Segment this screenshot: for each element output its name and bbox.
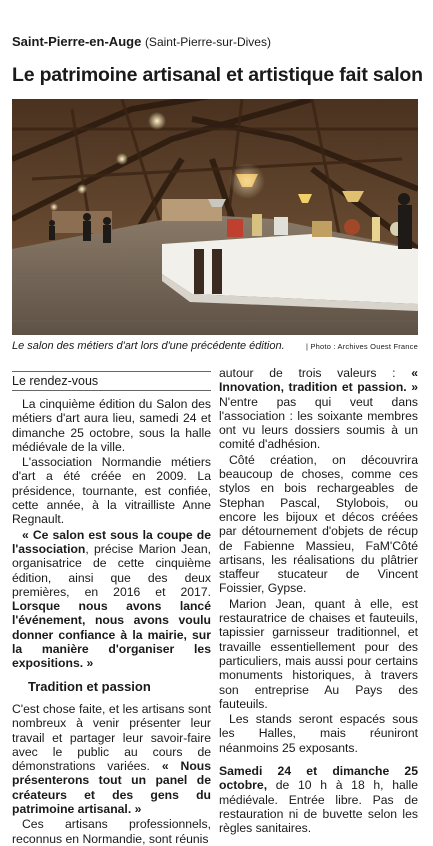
paragraph-normal: C'est chose faite, et les artisans sont nombreux à venir présenter leur travail et partager leur savoir-faire avec le public au cours de démonstrations variées.: [12, 701, 211, 774]
kicker: [12, 34, 271, 50]
photo-credit: | Photo : Archives Ouest France: [306, 342, 418, 351]
article-headline: Le patrimoine artisanal et artistique fait salon: [12, 64, 423, 86]
quote-bold: « Innovation, tradition et passion. »: [219, 366, 418, 395]
section-rubric: Le rendez-vous: [12, 371, 211, 391]
location-name: Saint-Pierre-en-Auge: [12, 34, 142, 49]
paragraph-normal: autour de trois valeurs :: [219, 366, 412, 380]
article-photo: [12, 99, 418, 335]
paragraph-quote: [12, 528, 211, 671]
paragraph-quote: [12, 702, 211, 816]
location-detail: (Saint-Pierre-sur-Dives): [144, 35, 271, 49]
quote-bold: « Ce salon est sous la coupe de l'association: [12, 527, 211, 556]
paragraph-normal: N'entre pas qui veut dans l'association : les soixante membres ont vu leurs dossiers soumis à un comité d'adhésion.: [219, 394, 418, 452]
paragraph: Ces artisans professionnels, reconnus en Normandie, sont réunis: [12, 817, 211, 846]
event-practical-info: [219, 764, 418, 835]
quote-bold: Lorsque nous avons lancé l'événement, nous avons voulu donner confiance à la mairie, sur la manière d'organiser les expositions. »: [12, 599, 211, 671]
article-subheading: Tradition et passion: [28, 678, 151, 694]
caption-text: Le salon des métiers d'art lors d'une précédente édition.: [12, 340, 285, 352]
event-details: de 10 h à 18 h, halle médiévale. Entrée libre. Pas de restauration ni de buvette selon les règles sanitaires.: [219, 778, 418, 836]
article-column-right: [219, 366, 418, 836]
photo-caption: [12, 339, 418, 353]
paragraph: Marion Jean, quant à elle, est restauratrice de chaises et fauteuils, tapissier garnisseur traditionnel, et travaille essentiellement pour des particuliers, mais aussi pour certains monuments historiques, à travers son entreprise Au Pays des fauteuils.: [219, 596, 418, 711]
event-dates: Samedi 24 et dimanche 25 octobre,: [219, 764, 418, 793]
paragraph-quote: [219, 366, 418, 452]
article-column-left: [12, 366, 211, 846]
paragraph: La cinquième édition du Salon des métiers d'art aura lieu, samedi 24 et dimanche 25 octobre, sous la halle médiévale de la ville.: [12, 397, 211, 454]
quote-bold: « Nous présenterons tout un panel de créateurs et des gens du patrimoine artisanal. »: [12, 759, 211, 817]
quote-normal: , précise Marion Jean, organisatrice de cette cinquième édition, ainsi que des deux premières, en 2016 et 2017.: [12, 541, 211, 599]
paragraph: L'association Normandie métiers d'art a été créée en 2009. La présidence, tournante, est confiée, cette année, à la vitrailliste Anne Regnault.: [12, 455, 211, 527]
photo-illustration: [12, 99, 418, 335]
paragraph: Côté création, on découvrira beaucoup de choses, comme ces stylos en bois rechargeables de Stephan Pascal, Stylobois, ou encore les bijoux et décos créées par détournement d'objets de récup de Fabienne Massieu, FaM'Côté artisans, les réalisations du plâtrier staffeur stucateur de Vincent Foissier, Gypse.: [219, 452, 418, 596]
paragraph: Les stands seront espacés sous les Halles, mais réuniront néanmoins 25 exposants.: [219, 712, 418, 755]
